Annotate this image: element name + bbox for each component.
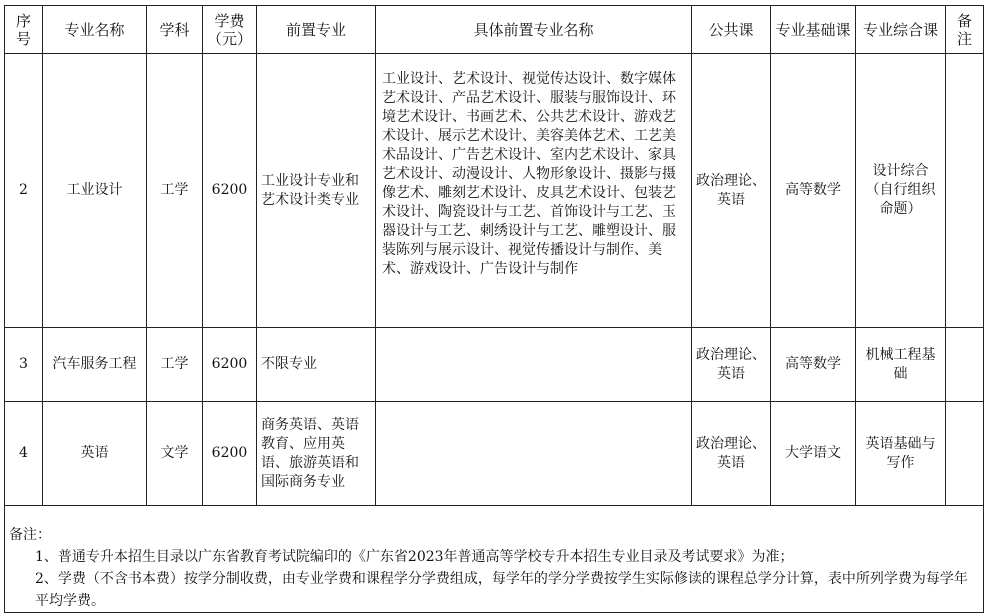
cell-basic: 高等数学 [771,54,856,328]
header-row [5,6,984,54]
cell-basic: 大学语文 [771,402,856,506]
cell-fee: 6200 [203,328,257,402]
cell-fee: 6200 [203,402,257,506]
enrollment-table [4,5,984,613]
table-row [5,328,984,402]
cell-public: 政治理论、英语 [692,328,771,402]
header-detail: 具体前置专业名称 [376,6,692,54]
header-fee: 学费（元） [203,6,257,54]
cell-prereq: 商务英语、英语教育、应用英语、旅游英语和国际商务专业 [257,402,376,506]
header-public: 公共课 [692,6,771,54]
cell-discipline: 工学 [147,328,203,402]
cell-detail: 工业设计、艺术设计、视觉传达设计、数字媒体艺术设计、产品艺术设计、服装与服饰设计、环境艺术设计、书画艺术、公共艺术设计、游戏艺术设计、展示艺术设计、美容美体艺术、工艺美术品设计、广告艺术设计、室内艺术设计、家具艺术设计、动漫设计、人物形象设计、摄影与摄像艺术、雕刻艺术设计、皮具艺术设计、包装艺术设计、陶瓷设计与工艺、首饰设计与工艺、玉器设计与工艺、刺绣设计与工艺、雕塑设计、服装陈列与展示设计、视觉传播设计与制作、美术、游戏设计、广告设计与制作 [376,54,692,328]
header-comprehensive: 专业综合课 [856,6,946,54]
cell-comprehensive: 机械工程基础 [856,328,946,402]
cell-remark [946,328,984,402]
header-basic: 专业基础课 [771,6,856,54]
cell-seq: 2 [5,54,43,328]
notes-cell [5,506,984,613]
header-major: 专业名称 [43,6,147,54]
note-line-1: 1、普通专升本招生目录以广东省教育考试院编印的《广东省2023年普通高等学校专升本招生专业目录及考试要求》为准； [35,549,794,565]
cell-public: 政治理论、英语 [692,54,771,328]
cell-comprehensive: 英语基础与写作 [856,402,946,506]
header-discipline: 学科 [147,6,203,54]
cell-prereq: 工业设计专业和艺术设计类专业 [257,54,376,328]
cell-seq: 3 [5,328,43,402]
cell-detail [376,328,692,402]
notes-title: 备注： [9,527,51,543]
table-row [5,54,984,328]
cell-fee: 6200 [203,54,257,328]
header-remark: 备注 [946,6,984,54]
cell-detail [376,402,692,506]
header-prereq: 前置专业 [257,6,376,54]
cell-remark [946,402,984,506]
cell-discipline: 工学 [147,54,203,328]
cell-discipline: 文学 [147,402,203,506]
cell-remark [946,54,984,328]
cell-major: 汽车服务工程 [43,328,147,402]
notes-row [5,506,984,613]
cell-public: 政治理论、英语 [692,402,771,506]
cell-major: 工业设计 [43,54,147,328]
note-line-2: 2、学费（不含书本费）按学分制收费，由专业学费和课程学分学费组成，每学年的学分学费按学生实际修读的课程总学分计算，表中所列学费为每学年平均学费。 [35,571,968,609]
cell-major: 英语 [43,402,147,506]
cell-prereq: 不限专业 [257,328,376,402]
cell-comprehensive: 设计综合（自行组织命题） [856,54,946,328]
cell-seq: 4 [5,402,43,506]
cell-basic: 高等数学 [771,328,856,402]
header-seq: 序号 [5,6,43,54]
table-row [5,402,984,506]
